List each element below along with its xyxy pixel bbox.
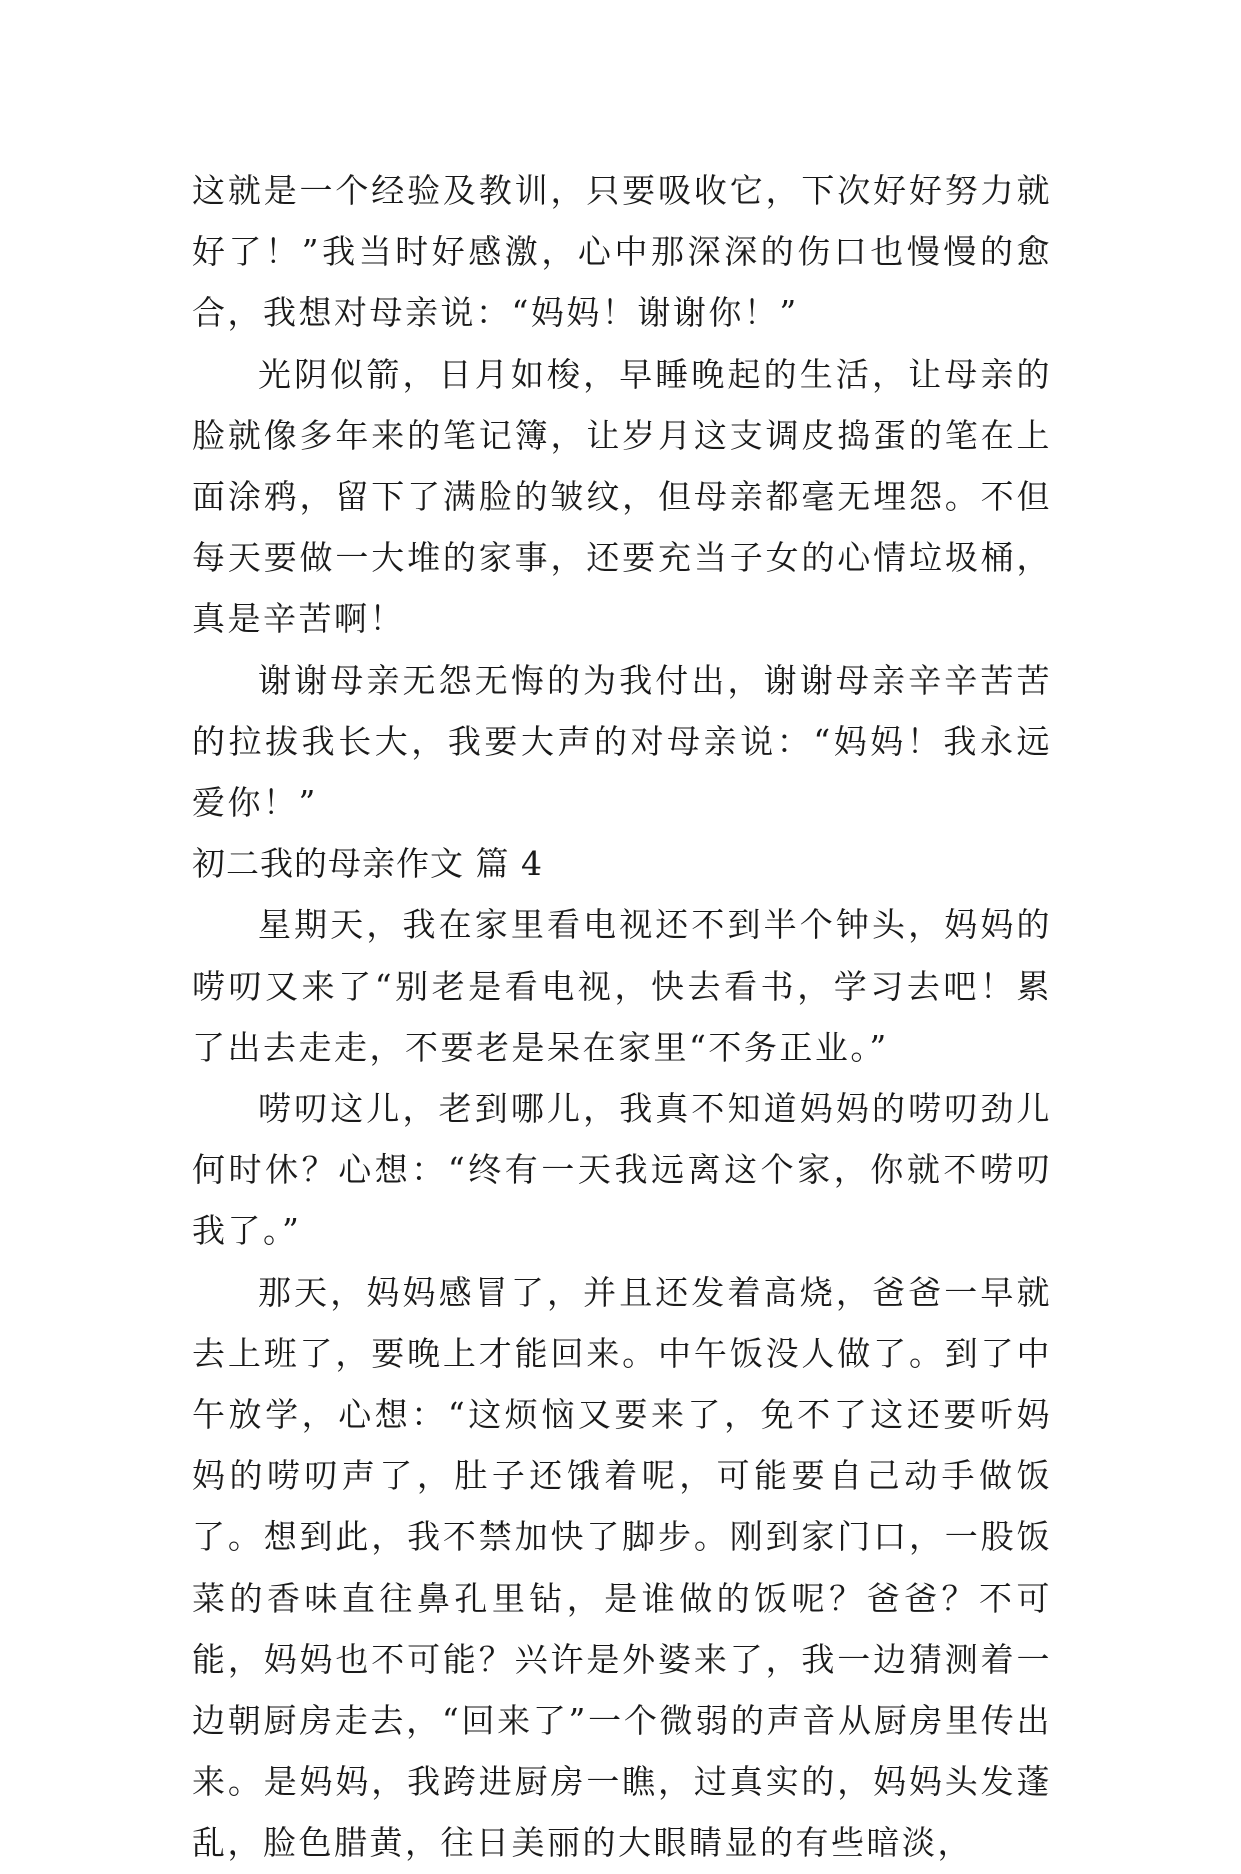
paragraph-1: 这就是一个经验及教训，只要吸收它，下次好好努力就好了！”我当时好感激，心中那深深的伤口也慢慢的愈合，我想对母亲说：“妈妈！谢谢你！” (192, 171, 1052, 333)
paragraph-6: 那天，妈妈感冒了，并且还发着高烧，爸爸一早就去上班了，要晚上才能回来。中午饭没人做了。到了中午放学，心想：“这烦恼又要来了，免不了这还要听妈妈的唠叨声了，肚子还饿着呢，可能要自己动手做饭了。想到此，我不禁加快了脚步。刚到家门口，一股饭菜的香味直往鼻孔里钻，是谁做的饭呢？爸爸？不可能，妈妈也不可能？兴许是外婆来了，我一边猜测着一边朝厨房走去，“回来了”一个微弱的声音从厨房里传出来。是妈妈，我跨进厨房一瞧，过真实的，妈妈头发蓬乱，脸色腊黄，往日美丽的大眼睛显的有些暗淡， (192, 1272, 1052, 1863)
section-heading: 初二我的母亲作文 篇 4 (192, 844, 543, 884)
paragraph-3: 谢谢母亲无怨无悔的为我付出，谢谢母亲辛辛苦苦的拉拔我长大，我要大声的对母亲说：“妈妈！我永远爱你！” (192, 660, 1052, 823)
paragraph-5: 唠叨这儿，老到哪儿，我真不知道妈妈的唠叨劲儿何时休？心想：“终有一天我远离这个家，你就不唠叨我了。” (192, 1089, 1052, 1251)
document-body (192, 160, 1052, 1874)
paragraph-4: 星期天，我在家里看电视还不到半个钟头，妈妈的唠叨又来了“别老是看电视，快去看书，学习去吧！累了出去走走，不要老是呆在家里“不务正业。” (192, 905, 1052, 1067)
paragraph-2: 光阴似箭，日月如梭，早睡晚起的生活，让母亲的脸就像多年来的笔记簿，让岁月这支调皮捣蛋的笔在上面涂鸦，留下了满脸的皱纹，但母亲都毫无埋怨。不但每天要做一大堆的家事，还要充当子女的心情垃圾桶，真是辛苦啊！ (192, 354, 1052, 639)
